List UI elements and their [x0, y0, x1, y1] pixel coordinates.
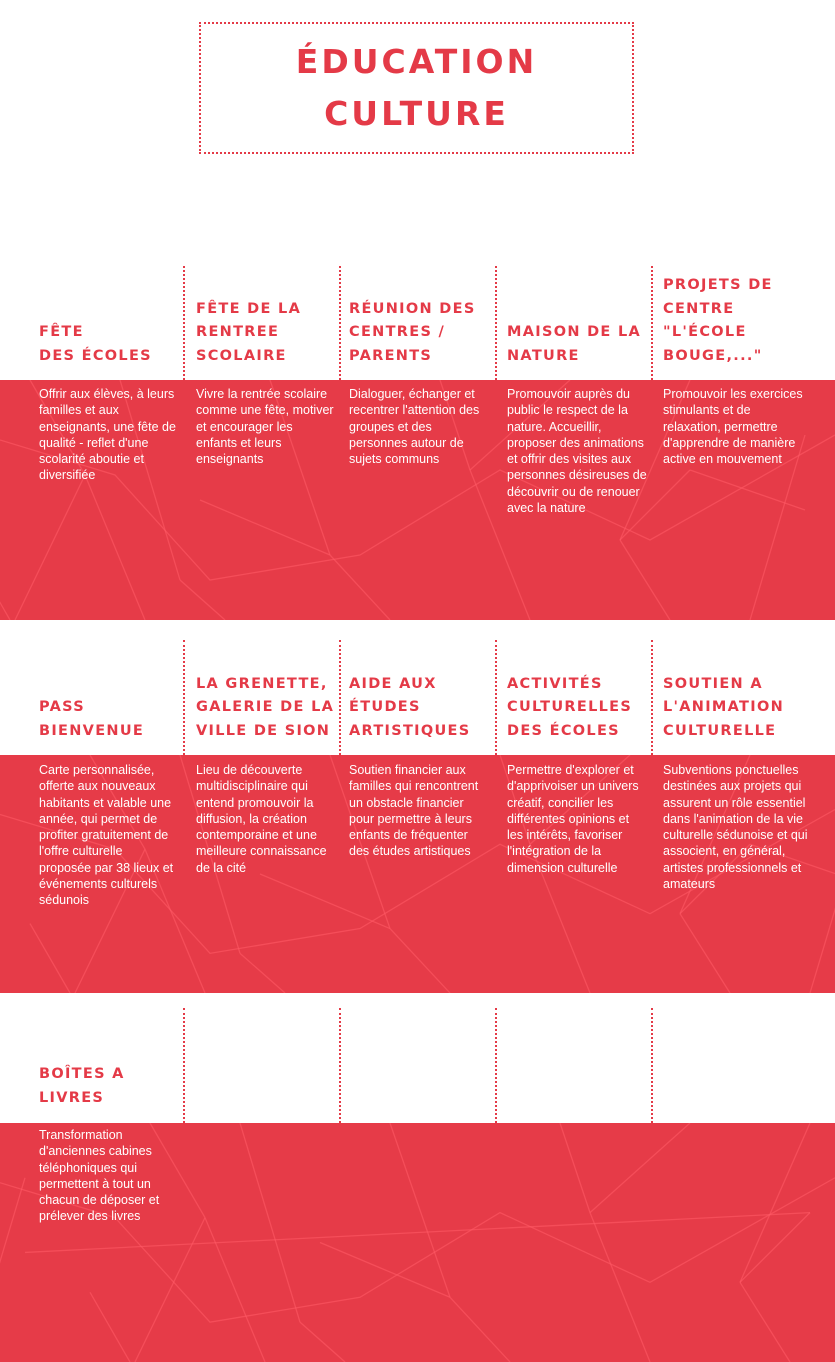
pattern-line: [300, 1322, 345, 1362]
program-description: Carte personnalisée, offerte aux nouveaux habitants et valable une année, qui permet de profiter gratuitement de l'offre culturelle proposée par 38 lieux et événements culturels sédunois: [39, 763, 174, 908]
program-title-line: SCOLAIRE: [196, 347, 287, 364]
program-title-line: RÉUNION DES: [349, 300, 476, 317]
program-description: Offrir aux élèves, à leurs familles et aux enseignants, une fête de qualité - reflet d'une scolarité aboutie et diversifiée: [39, 387, 176, 483]
pattern-line: [0, 1178, 25, 1362]
pattern-line: [15, 475, 85, 620]
program-title-line: GALERIE DE LA: [196, 699, 335, 715]
page-title-box: [199, 22, 634, 154]
program-title-line: PASS BIENVENUE: [39, 699, 145, 739]
program-title-line: PARENTS: [349, 347, 433, 364]
pattern-line: [85, 475, 145, 620]
pattern-line: [620, 540, 670, 620]
column-divider: [495, 640, 497, 755]
pattern-line: [590, 1213, 650, 1362]
program-title: [196, 640, 340, 743]
pattern-line: [320, 1243, 450, 1298]
program-title-line: DES ÉCOLES: [39, 347, 152, 364]
program-title-line: ARTISTIQUES: [349, 722, 471, 739]
program-title: [507, 266, 651, 368]
program-title-line: SOUTIEN A: [663, 675, 763, 692]
program-title: [507, 640, 651, 743]
program-title-line: CULTURELLE: [663, 722, 777, 739]
pattern-line: [690, 470, 805, 510]
program-description: Lieu de découverte multidisciplinaire qui entend promouvoir la diffusion, la création contemporaine et une meilleure connaissance de la cité: [196, 763, 327, 875]
program-description: Dialoguer, échanger et recentrer l'attention des groupes et des personnes autour de sujets communs: [349, 387, 480, 467]
program-title: [349, 640, 491, 743]
program-title-line: DES ÉCOLES: [507, 722, 620, 739]
program-title-line: CENTRES /: [349, 324, 446, 340]
pattern-line: [740, 1213, 810, 1283]
pattern-line: [0, 550, 10, 620]
program-title: [39, 266, 181, 368]
program-description: Transformation d'anciennes cabines téléphoniques qui permettent à tout un chacun de déposer et prélever des livres: [39, 1128, 160, 1224]
pattern-line: [135, 1218, 205, 1362]
program-title-line: PROJETS DE: [663, 277, 773, 293]
program-title-line: L'ANIMATION: [663, 699, 785, 715]
pattern-line: [240, 953, 285, 993]
pattern-line: [810, 810, 835, 993]
pattern-line: [680, 914, 730, 993]
program-title: [39, 1008, 181, 1110]
program-title-line: VILLE DE SION: [196, 722, 331, 739]
program-title-line: FÊTE: [39, 324, 84, 340]
program-description: Subventions ponctuelles destinées aux projets qui assurent un rôle essentiel dans l'animation de la vie culturelle sédunoise et qui associent, en général, artistes professionnels et amateurs: [663, 763, 808, 892]
pattern-line: [240, 1123, 300, 1322]
pattern-line: [90, 1292, 130, 1362]
program-title: [663, 640, 812, 743]
program-title: [349, 266, 491, 368]
program-title: [196, 266, 340, 368]
program-description: Soutien financier aux familles qui rencontrent un obstacle financier pour permettre à leurs enfants de fréquenter des études artistiques: [349, 763, 479, 859]
program-title-line: CULTURELLES: [507, 699, 633, 715]
column-divider: [651, 1008, 653, 1123]
column-divider: [495, 1008, 497, 1123]
pattern-line: [590, 1123, 690, 1213]
pattern-line: [330, 555, 390, 620]
pattern-line: [260, 874, 390, 929]
column-divider: [495, 266, 497, 380]
program-description: Permettre d'explorer et d'apprivoiser un univers créatif, concilier les différentes opinions et les intérêts, favoriser l'intégration de la dimension culturelle: [507, 763, 639, 875]
column-divider: [183, 1008, 185, 1123]
program-title-line: RENTREE: [196, 324, 280, 340]
program-description: Vivre la rentrée scolaire comme une fête, motiver et encourager les enfants et leurs enseignants: [196, 387, 334, 467]
program-description: Promouvoir auprès du public le respect de la nature. Accueillir, proposer des animations et offrir des visites aux personnes désireuses de découvrir ou de renouer avec la nature: [507, 387, 647, 516]
pattern-line: [205, 1218, 265, 1362]
page-title-line-2: CULTURE: [324, 94, 509, 133]
pattern-line: [180, 580, 225, 620]
program-title: [39, 640, 181, 743]
pattern-line: [560, 1123, 590, 1213]
program-title-line: FÊTE DE LA: [196, 300, 302, 317]
program-title-line: BOÎTES A LIVRES: [39, 1066, 125, 1106]
program-title-line: BOUGE,...": [663, 347, 763, 364]
program-title-line: AIDE AUX: [349, 675, 437, 692]
pattern-line: [390, 929, 450, 993]
program-title-line: NATURE: [507, 347, 580, 364]
page-title-line-1: ÉDUCATION: [295, 42, 538, 81]
program-title-line: CENTRE "L'ÉCOLE: [663, 300, 747, 340]
column-divider: [183, 640, 185, 755]
column-divider: [339, 1008, 341, 1123]
column-divider: [183, 266, 185, 380]
program-title-line: ACTIVITÉS: [507, 675, 603, 692]
program-description: Promouvoir les exercices stimulants et de relaxation, permettre d'apprendre de manière active en mouvement: [663, 387, 803, 467]
program-title-line: LA GRENETTE,: [196, 675, 328, 692]
pattern-line: [390, 1123, 450, 1297]
pattern-line: [740, 1123, 810, 1282]
pattern-line: [450, 1297, 510, 1362]
program-title-line: MAISON DE LA: [507, 324, 642, 340]
pattern-line: [740, 1282, 790, 1362]
column-divider: [651, 640, 653, 755]
program-title-line: ÉTUDES: [349, 699, 421, 715]
pattern-line: [200, 500, 330, 555]
column-divider: [651, 266, 653, 380]
program-title: [663, 266, 812, 368]
pattern-line: [30, 924, 70, 993]
